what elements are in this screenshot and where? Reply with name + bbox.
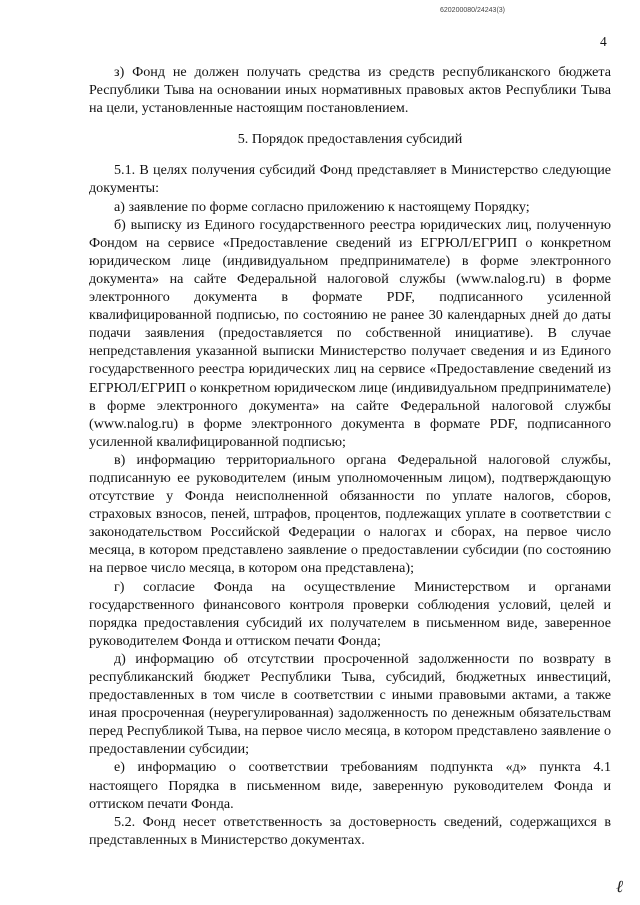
paragraph-5-1: 5.1. В целях получения субсидий Фонд представляет в Министерство следующие документы: bbox=[89, 162, 611, 197]
page-number: 4 bbox=[600, 34, 607, 49]
paragraph-d: д) информацию об отсутствии просроченной задолженности по возврату в республиканский бюджет Республики Тыва, субсидий, бюджетных инвестиций, предоставленных в том числе в соответствии с иными правовыми актами, а также иная просроченная (неурегулированная) задолженность по денежным обязательствам перед Республикой Тыва, на первое число месяца, в котором представлено заявление о предоставлении субсидии; bbox=[89, 650, 611, 758]
document-id: 620200080/24243(3) bbox=[440, 7, 506, 14]
paragraph-v: в) информацию территориального органа Федеральной налоговой службы, подписанную ее руководителем (иным уполномоченным лицом), подтверждающую отсутствие у Фонда неисполненной обязанности по уплате налогов, сборов, страховых взносов, пеней, штрафов, процентов, подлежащих уплате в соответствии с законодательством Российской Федерации о налогах и сборах, на первое число месяца, в котором представлено заявление о предоставлении субсидии (по состоянию на первое число месяца, в котором она представлена); bbox=[89, 451, 611, 577]
paragraph-b: б) выписку из Единого государственного реестра юридических лиц, полученную Фондом на сервисе «Предоставление сведений из ЕГРЮЛ/ЕГРИП о конкретном юридическом лице (индивидуальном предпринимателе) в форме электронного документа» на сайте Федеральной налоговой службы (www.nalog.ru) в форме электронного документа в формате PDF, подписанного усиленной квалифицированной подписью, по состоянию не ранее 30 календарных дней до даты подачи заявления (предоставляется по собственной инициативе). В случае непредставления указанной выписки Министерство получает сведения и из Единого государственного реестра юридических лиц на сервисе «Предоставление сведений из ЕГРЮЛ/ЕГРИП о конкретном юридическом лице (индивидуальном предпринимателе) в форме электронного документа» на сайте Федеральной налоговой службы (www.nalog.ru) в форме электронного документа в формате PDF, подписанного усиленной квалифицированной подписью; bbox=[89, 216, 611, 450]
section-title: 5. Порядок предоставления субсидий bbox=[237, 131, 463, 148]
handwritten-mark: ℓ bbox=[616, 877, 624, 896]
paragraph-e: е) информацию о соответствии требованиям подпункта «д» пункта 4.1 настоящего Порядка в письменном виде, заверенную руководителем Фонда и оттиском печати Фонда. bbox=[89, 759, 611, 812]
paragraph-g: г) согласие Фонда на осуществление Министерством и органами государственного финансового контроля проверки соблюдения условий, целей и порядка предоставления субсидий их получателем в письменном виде, заверенное руководителем Фонда и оттиском печати Фонда; bbox=[89, 578, 611, 649]
document-body bbox=[89, 63, 611, 849]
paragraph-a: а) заявление по форме согласно приложению к настоящему Порядку; bbox=[114, 198, 530, 215]
paragraph-5-2: 5.2. Фонд несет ответственность за достоверность сведений, содержащихся в представленных в Министерство документах. bbox=[89, 813, 611, 848]
paragraph-z: з) Фонд не должен получать средства из средств республиканского бюджета Республики Тыва на основании иных нормативных правовых актов Республики Тыва на цели, установленные настоящим постановлением. bbox=[89, 64, 611, 117]
